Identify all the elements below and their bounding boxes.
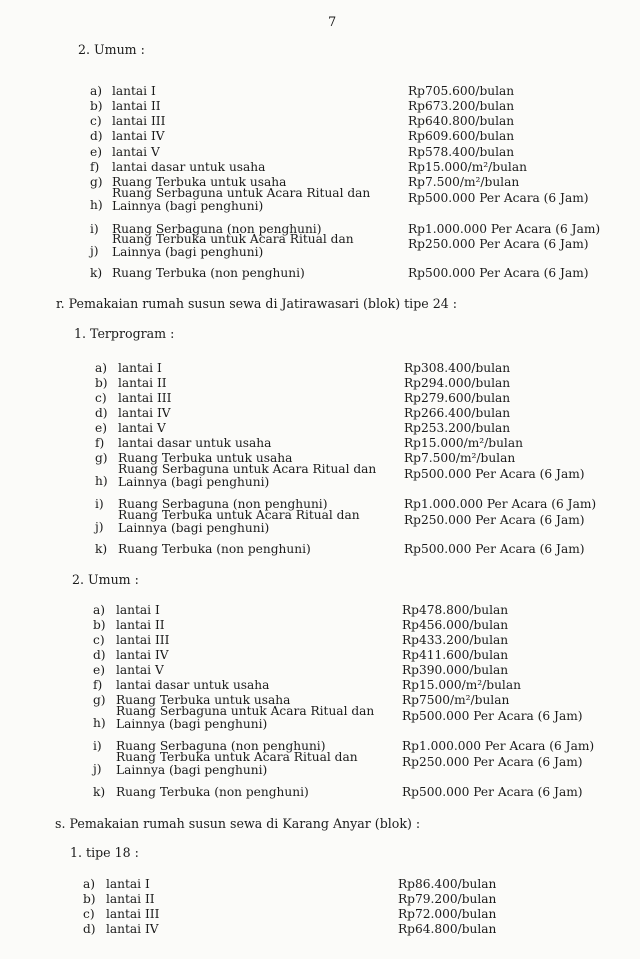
item-label-line: lantai V	[118, 421, 166, 435]
item-marker: c)	[93, 633, 105, 647]
item-marker: h)	[95, 474, 108, 488]
item-price: Rp500.000 Per Acara (6 Jam)	[404, 542, 585, 556]
item-marker: i)	[93, 739, 102, 753]
item-price: Rp279.600/bulan	[404, 391, 511, 405]
item-price: Rp72.000/bulan	[398, 907, 497, 921]
item-price: Rp86.400/bulan	[398, 877, 497, 891]
item-marker: a)	[83, 877, 96, 891]
item-label	[118, 462, 376, 489]
item-label	[118, 361, 162, 375]
item-price: Rp7.500/m²/bulan	[408, 175, 520, 189]
item-marker: f)	[90, 160, 100, 174]
item-label-line: lantai II	[112, 99, 161, 113]
item-label-line: Ruang Terbuka (non penghuni)	[112, 266, 305, 280]
item-label-line: lantai dasar untuk usaha	[118, 436, 272, 450]
item-label	[118, 421, 166, 435]
item-label	[118, 376, 167, 390]
item-label-line: lantai IV	[118, 406, 171, 420]
section-heading: 1. tipe 18 :	[70, 845, 139, 860]
item-marker: e)	[93, 663, 105, 677]
item-label-line: Ruang Serbaguna (non penghuni)	[112, 222, 322, 236]
item-price: Rp456.000/bulan	[402, 618, 509, 632]
item-label-line: Ruang Serbaguna untuk Acara Ritual dan	[116, 704, 375, 718]
item-label-line: Lainnya (bagi penghuni)	[112, 245, 264, 259]
item-label	[116, 704, 374, 731]
item-label-line: lantai V	[116, 663, 164, 677]
item-label-line: lantai dasar untuk usaha	[112, 160, 266, 174]
item-label	[116, 648, 169, 662]
item-price: Rp433.200/bulan	[402, 633, 509, 647]
item-label-line: lantai IV	[106, 922, 159, 936]
item-marker: d)	[93, 648, 106, 662]
item-marker: d)	[95, 406, 108, 420]
item-label	[106, 877, 150, 891]
item-label-line: Ruang Terbuka untuk usaha	[116, 693, 291, 707]
item-label	[106, 907, 159, 921]
item-price: Rp411.600/bulan	[402, 648, 509, 662]
item-label-line: Lainnya (bagi penghuni)	[116, 717, 268, 731]
item-label	[106, 922, 159, 936]
item-label-line: lantai I	[116, 603, 160, 617]
item-price: Rp500.000 Per Acara (6 Jam)	[408, 191, 589, 205]
item-label-line: Lainnya (bagi penghuni)	[116, 763, 268, 777]
item-price: Rp7500/m²/bulan	[402, 693, 510, 707]
item-marker: f)	[93, 678, 103, 692]
item-label-line: lantai II	[116, 618, 165, 632]
item-label-line: Ruang Terbuka untuk Acara Ritual dan	[112, 232, 354, 246]
item-label	[112, 145, 160, 159]
item-label-line: Ruang Terbuka untuk Acara Ritual dan	[116, 750, 358, 764]
item-label	[116, 663, 164, 677]
item-label-line: Ruang Terbuka (non penghuni)	[118, 542, 311, 556]
item-marker: g)	[93, 693, 106, 707]
item-label-line: Ruang Serbaguna (non penghuni)	[116, 739, 326, 753]
item-marker: b)	[83, 892, 96, 906]
item-price: Rp15.000/m²/bulan	[402, 678, 521, 692]
item-marker: e)	[90, 145, 102, 159]
item-price: Rp266.400/bulan	[404, 406, 511, 420]
item-marker: c)	[95, 391, 107, 405]
item-marker: b)	[93, 618, 106, 632]
item-marker: j)	[93, 762, 102, 776]
item-marker: k)	[95, 542, 108, 556]
item-price: Rp294.000/bulan	[404, 376, 511, 390]
item-price: Rp250.000 Per Acara (6 Jam)	[404, 513, 585, 527]
item-label	[118, 406, 171, 420]
item-label-line: lantai I	[112, 84, 156, 98]
item-marker: d)	[83, 922, 96, 936]
item-price: Rp578.400/bulan	[408, 145, 515, 159]
item-label-line: lantai III	[118, 391, 172, 405]
item-price: Rp390.000/bulan	[402, 663, 509, 677]
item-price: Rp500.000 Per Acara (6 Jam)	[404, 467, 585, 481]
item-label-line: Lainnya (bagi penghuni)	[118, 475, 270, 489]
item-price: Rp250.000 Per Acara (6 Jam)	[408, 237, 589, 251]
item-label-line: Ruang Serbaguna untuk Acara Ritual dan	[118, 462, 377, 476]
item-label-line: lantai III	[116, 633, 170, 647]
item-label-line: lantai V	[112, 145, 160, 159]
item-label	[118, 508, 360, 535]
item-marker: c)	[90, 114, 102, 128]
section-heading: r. Pemakaian rumah susun sewa di Jatirawasari (blok) tipe 24 :	[56, 296, 457, 311]
item-label	[116, 603, 160, 617]
item-label	[116, 618, 165, 632]
item-label	[112, 160, 265, 174]
item-label-line: lantai III	[106, 907, 160, 921]
item-label	[112, 84, 156, 98]
item-price: Rp609.600/bulan	[408, 129, 515, 143]
item-marker: k)	[90, 266, 103, 280]
item-marker: a)	[90, 84, 103, 98]
item-marker: h)	[93, 716, 106, 730]
item-label-line: lantai II	[106, 892, 155, 906]
item-label-line: Ruang Terbuka untuk usaha	[112, 175, 287, 189]
section-heading: s. Pemakaian rumah susun sewa di Karang Anyar (blok) :	[55, 816, 421, 831]
item-label	[106, 892, 155, 906]
item-label	[116, 750, 358, 777]
item-price: Rp673.200/bulan	[408, 99, 515, 113]
item-price: Rp250.000 Per Acara (6 Jam)	[402, 755, 583, 769]
item-price: Rp1.000.000 Per Acara (6 Jam)	[408, 222, 601, 236]
item-label-line: lantai dasar untuk usaha	[116, 678, 270, 692]
item-label	[112, 232, 354, 259]
item-price: Rp705.600/bulan	[408, 84, 515, 98]
item-marker: j)	[90, 244, 99, 258]
item-price: Rp15.000/m²/bulan	[408, 160, 527, 174]
item-price: Rp1.000.000 Per Acara (6 Jam)	[402, 739, 595, 753]
item-price: Rp500.000 Per Acara (6 Jam)	[402, 709, 583, 723]
item-label-line: Lainnya (bagi penghuni)	[112, 199, 264, 213]
item-marker: g)	[90, 175, 103, 189]
item-price: Rp1.000.000 Per Acara (6 Jam)	[404, 497, 597, 511]
item-label-line: lantai IV	[112, 129, 165, 143]
page-number: 7	[328, 15, 337, 30]
section-heading: 1. Terprogram :	[74, 326, 175, 341]
item-label-line: lantai I	[118, 361, 162, 375]
item-label-line: Lainnya (bagi penghuni)	[118, 521, 270, 535]
item-label-line: lantai III	[112, 114, 166, 128]
item-marker: f)	[95, 436, 105, 450]
item-label	[112, 186, 370, 213]
item-label-line: Ruang Serbaguna untuk Acara Ritual dan	[112, 186, 371, 200]
item-label-line: Ruang Terbuka untuk Acara Ritual dan	[118, 508, 360, 522]
item-label	[112, 129, 165, 143]
item-price: Rp500.000 Per Acara (6 Jam)	[408, 266, 589, 280]
item-label	[118, 436, 271, 450]
item-marker: j)	[95, 520, 104, 534]
item-price: Rp7.500/m²/bulan	[404, 451, 516, 465]
item-label	[116, 633, 169, 647]
item-label	[116, 678, 269, 692]
item-marker: i)	[95, 497, 104, 511]
item-label	[112, 114, 165, 128]
item-marker: b)	[95, 376, 108, 390]
item-label-line: Ruang Terbuka untuk usaha	[118, 451, 293, 465]
item-marker: e)	[95, 421, 107, 435]
item-marker: c)	[83, 907, 95, 921]
item-label	[118, 391, 171, 405]
item-price: Rp79.200/bulan	[398, 892, 497, 906]
item-price: Rp308.400/bulan	[404, 361, 511, 375]
item-marker: a)	[95, 361, 108, 375]
item-marker: k)	[93, 785, 106, 799]
item-price: Rp640.800/bulan	[408, 114, 515, 128]
item-label-line: lantai IV	[116, 648, 169, 662]
item-label	[112, 266, 305, 280]
item-marker: h)	[90, 198, 103, 212]
item-marker: a)	[93, 603, 106, 617]
item-price: Rp15.000/m²/bulan	[404, 436, 523, 450]
section-heading: 2. Umum :	[78, 42, 145, 57]
item-label	[118, 542, 311, 556]
section-heading: 2. Umum :	[72, 572, 139, 587]
item-marker: g)	[95, 451, 108, 465]
item-label	[112, 99, 161, 113]
item-label	[116, 785, 309, 799]
item-marker: i)	[90, 222, 99, 236]
item-label-line: lantai I	[106, 877, 150, 891]
item-marker: b)	[90, 99, 103, 113]
item-price: Rp253.200/bulan	[404, 421, 511, 435]
item-price: Rp478.800/bulan	[402, 603, 509, 617]
item-price: Rp500.000 Per Acara (6 Jam)	[402, 785, 583, 799]
item-price: Rp64.800/bulan	[398, 922, 497, 936]
item-marker: d)	[90, 129, 103, 143]
item-label-line: Ruang Terbuka (non penghuni)	[116, 785, 309, 799]
item-label-line: Ruang Serbaguna (non penghuni)	[118, 497, 328, 511]
item-label-line: lantai II	[118, 376, 167, 390]
